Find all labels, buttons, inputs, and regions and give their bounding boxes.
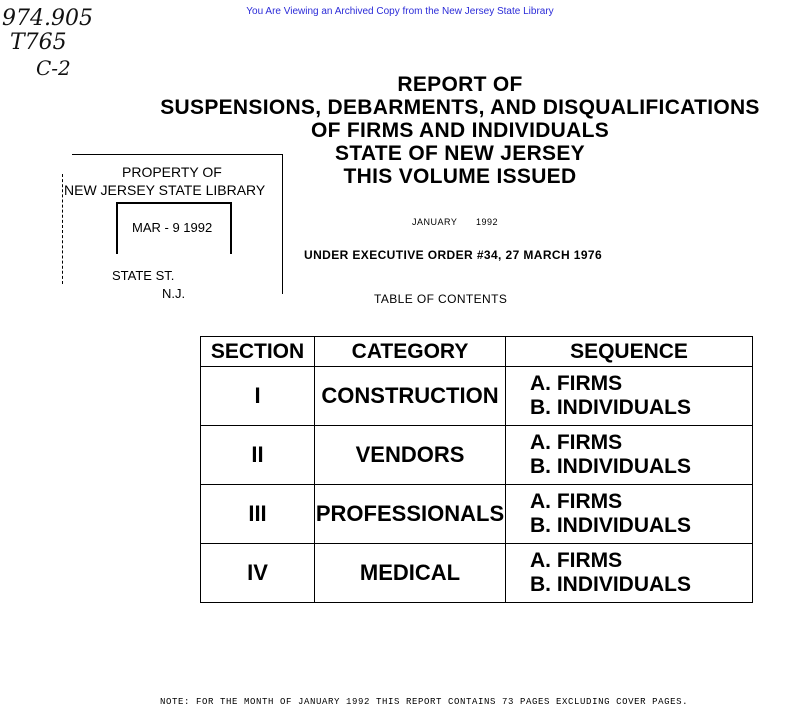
toc-section: IV [201,544,315,603]
toc-seq-individuals: B. INDIVIDUALS [530,514,692,537]
toc-sequence [506,544,753,603]
archive-banner: You Are Viewing an Archived Copy from the New Jersey State Library [246,6,554,17]
toc-seq-firms: A. FIRMS [530,372,623,395]
toc-header-category: CATEGORY [315,337,506,367]
handwritten-call-number: 974.905 [2,6,93,31]
handwritten-copy: C-2 [36,56,71,80]
table-row [201,367,753,426]
table-row [201,485,753,544]
toc-header-sequence: SEQUENCE [506,337,753,367]
toc-table [200,336,753,603]
title-line-5: THIS VOLUME ISSUED [343,165,577,188]
issue-year: 1992 [476,217,499,227]
toc-seq-individuals: B. INDIVIDUALS [530,455,692,478]
toc-category: MEDICAL [315,544,506,603]
toc-heading: TABLE OF CONTENTS [374,292,508,306]
library-stamp [62,154,284,301]
toc-seq-firms: A. FIRMS [530,490,623,513]
toc-sequence [506,485,753,544]
issue-month: JANUARY [412,217,458,227]
stamp-right-line [282,154,284,294]
toc-section: I [201,367,315,426]
executive-order: UNDER EXECUTIVE ORDER #34, 27 MARCH 1976 [304,248,603,262]
table-row [201,544,753,603]
title-line-4: STATE OF NEW JERSEY [335,142,585,165]
toc-sequence [506,426,753,485]
stamp-date: MAR - 9 1992 [132,220,213,235]
toc-section: III [201,485,315,544]
stamp-property-of: PROPERTY OF [122,164,222,180]
stamp-library-name: NEW JERSEY STATE LIBRARY [64,182,266,198]
handwritten-code: T765 [10,30,67,55]
toc-category: PROFESSIONALS [315,485,506,544]
table-row [201,426,753,485]
toc-sequence [506,367,753,426]
toc-header-row [201,337,753,367]
title-line-3: OF FIRMS AND INDIVIDUALS [310,119,610,142]
toc-seq-firms: A. FIRMS [530,431,623,454]
toc-header-section: SECTION [201,337,315,367]
footer-note: NOTE: FOR THE MONTH OF JANUARY 1992 THIS REPORT CONTAINS 73 PAGES EXCLUDING COVER PAGES. [160,697,689,707]
stamp-top-line [72,154,282,155]
toc-seq-individuals: B. INDIVIDUALS [530,396,692,419]
stamp-state: N.J. [162,286,186,301]
title-line-2: SUSPENSIONS, DEBARMENTS, AND DISQUALIFICATIONS [160,96,760,119]
toc-seq-individuals: B. INDIVIDUALS [530,573,692,596]
toc-category: CONSTRUCTION [315,367,506,426]
toc-section: II [201,426,315,485]
stamp-street: STATE ST. [112,268,175,283]
toc-category: VENDORS [315,426,506,485]
title-line-1: REPORT OF [397,73,523,96]
toc-seq-firms: A. FIRMS [530,549,623,572]
